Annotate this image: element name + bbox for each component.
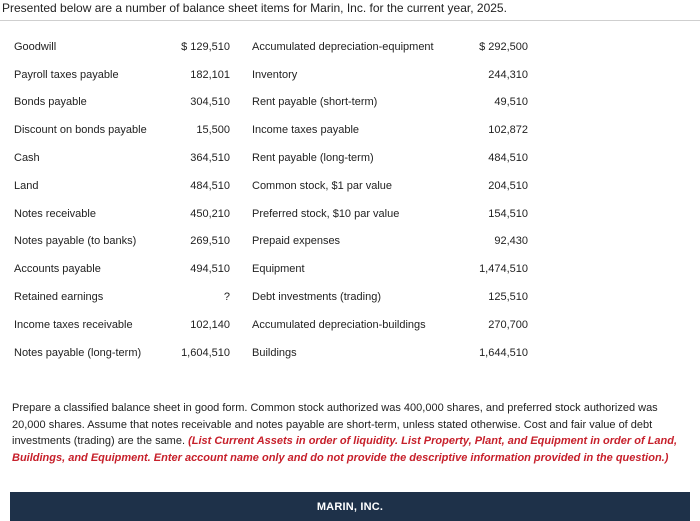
- item-amount: 1,604,510: [181, 346, 230, 359]
- item-label: Common stock, $1 par value: [252, 179, 393, 192]
- item-amount: 102,872: [488, 124, 528, 137]
- item-label: Debt investments (trading): [252, 291, 381, 304]
- table-row: [14, 255, 528, 283]
- item-label: Goodwill: [14, 40, 57, 53]
- item-label: Accumulated depreciation-equipment: [252, 40, 434, 53]
- column-spacer: [230, 311, 252, 339]
- item-label: Rent payable (short-term): [252, 96, 378, 109]
- item-label: Buildings: [252, 346, 297, 359]
- item-amount: 204,510: [488, 179, 528, 192]
- column-spacer: [230, 33, 252, 61]
- table-row: [14, 228, 528, 256]
- item-label: Prepaid expenses: [252, 235, 341, 248]
- item-amount: 484,510: [190, 179, 230, 192]
- item-amount: 15,500: [196, 124, 230, 137]
- column-spacer: [230, 61, 252, 89]
- table-row: [14, 172, 528, 200]
- instructions-plain: Prepare a classified balance sheet in good form. Common stock authorized was 400,000 shares, and preferred stock authorized was 20,000 shares. Assume that notes receivable and notes payable are short-term, unless stated otherwise. Cost and fair value of debt investments (trading) are the same.: [12, 402, 658, 447]
- column-spacer: [230, 89, 252, 117]
- item-label: Accounts payable: [14, 263, 101, 276]
- table-row: [14, 116, 528, 144]
- table-row: [14, 33, 528, 61]
- table-row: [14, 339, 528, 367]
- table-row: [14, 311, 528, 339]
- instructions-text: [12, 400, 694, 466]
- item-amount: $ 292,500: [479, 40, 528, 53]
- column-spacer: [230, 283, 252, 311]
- column-spacer: [230, 339, 252, 367]
- item-amount: 269,510: [190, 235, 230, 248]
- item-label: Income taxes payable: [252, 124, 360, 137]
- item-label: Rent payable (long-term): [252, 152, 374, 165]
- item-label: Income taxes receivable: [14, 318, 133, 331]
- item-amount: 154,510: [488, 207, 528, 220]
- item-label: Retained earnings: [14, 291, 104, 304]
- item-label: Payroll taxes payable: [14, 68, 119, 81]
- table-row: [14, 89, 528, 117]
- column-spacer: [230, 228, 252, 256]
- intro-text: Presented below are a number of balance sheet items for Marin, Inc. for the current year, 2025.: [2, 1, 507, 15]
- item-label: Cash: [14, 152, 40, 165]
- item-amount: 125,510: [488, 291, 528, 304]
- item-amount: 1,644,510: [479, 346, 528, 359]
- table-row: [14, 144, 528, 172]
- item-amount: 102,140: [190, 318, 230, 331]
- balance-items-table: [14, 33, 528, 367]
- item-label: Land: [14, 179, 39, 192]
- company-header-bar: [10, 492, 690, 521]
- company-name: MARIN, INC.: [316, 501, 384, 513]
- item-amount: ?: [223, 291, 230, 304]
- item-amount: 304,510: [190, 96, 230, 109]
- item-label: Inventory: [252, 68, 298, 81]
- item-amount: 270,700: [488, 318, 528, 331]
- item-label: Notes receivable: [14, 207, 96, 220]
- item-amount: 494,510: [190, 263, 230, 276]
- item-label: Notes payable (long-term): [14, 346, 142, 359]
- item-amount: 182,101: [190, 68, 230, 81]
- item-label: Preferred stock, $10 par value: [252, 207, 400, 220]
- table-row: [14, 200, 528, 228]
- item-label: Bonds payable: [14, 96, 87, 109]
- item-amount: 1,474,510: [479, 263, 528, 276]
- item-amount: 450,210: [190, 207, 230, 220]
- column-spacer: [230, 200, 252, 228]
- instructions-emphasis: (List Current Assets in order of liquidity. List Property, Plant, and Equipment in order of Land, Buildings, and Equipment. Enter account name only and do not provide the descriptive information provided in the question.): [12, 435, 678, 464]
- column-spacer: [230, 255, 252, 283]
- table-row: [14, 61, 528, 89]
- item-label: Discount on bonds payable: [14, 124, 147, 137]
- item-label: Accumulated depreciation-buildings: [252, 318, 426, 331]
- item-amount: $ 129,510: [181, 40, 230, 53]
- divider: [0, 20, 700, 21]
- column-spacer: [230, 172, 252, 200]
- item-amount: 49,510: [494, 96, 528, 109]
- item-amount: 244,310: [488, 68, 528, 81]
- column-spacer: [230, 116, 252, 144]
- item-amount: 92,430: [494, 235, 528, 248]
- item-amount: 364,510: [190, 152, 230, 165]
- column-spacer: [230, 144, 252, 172]
- item-amount: 484,510: [488, 152, 528, 165]
- item-label: Equipment: [252, 263, 305, 276]
- table-row: [14, 283, 528, 311]
- item-label: Notes payable (to banks): [14, 235, 137, 248]
